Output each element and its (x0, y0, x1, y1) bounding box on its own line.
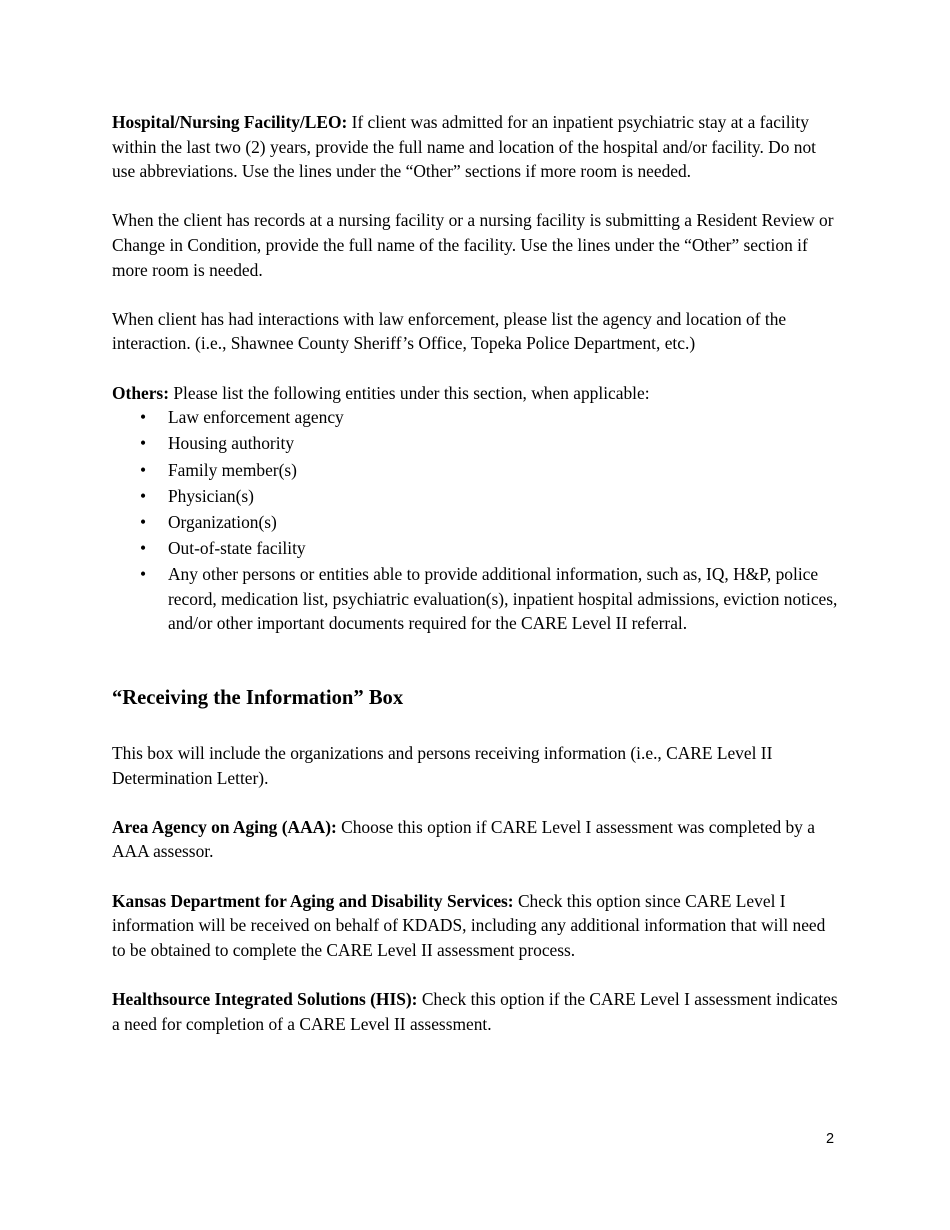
list-item (112, 510, 840, 535)
hospital-paragraph (112, 110, 840, 184)
bullet-icon: • (140, 407, 147, 428)
list-item-text: Housing authority (168, 433, 295, 454)
bullet-icon: • (140, 538, 147, 559)
list-item (112, 458, 840, 483)
aaa-paragraph (112, 815, 840, 864)
list-item (112, 484, 840, 509)
aaa-text: Choose this option if CARE Level I assessment was completed by a AAA assessor. (112, 816, 815, 862)
list-item-text: Family member(s) (168, 459, 297, 480)
law-enforcement-paragraph (112, 307, 840, 356)
others-label: Others: (112, 382, 169, 403)
bullet-icon: • (140, 564, 147, 585)
nursing-facility-paragraph (112, 208, 840, 282)
list-item (112, 536, 840, 561)
bullet-icon: • (140, 433, 147, 454)
receiving-information-heading: “Receiving the Information” Box (112, 687, 404, 710)
hospital-text: If client was admitted for an inpatient psychiatric stay at a facility within the last two (2) years, provide the full name and location of the hospital and/or facility. Do not use abbreviations. Use the lines under the “Other” sections if more room is needed. (112, 112, 816, 182)
list-item (112, 431, 840, 456)
others-paragraph (112, 381, 840, 406)
his-text: Check this option if the CARE Level I assessment indicates a need for completion of a CARE Level II assessment. (112, 988, 838, 1034)
law-enforcement-text: When client has had interactions with law enforcement, please list the agency and location of the interaction. (i.e., Shawnee County Sheriff’s Office, Topeka Police Department, etc.) (112, 308, 787, 354)
receiving-intro-paragraph (112, 741, 840, 790)
list-item (112, 405, 840, 430)
document-page (112, 110, 840, 1061)
kdads-text: Check this option since CARE Level I information will be received on behalf of KDADS, including any additional information that will need to be obtained to complete the CARE Level II assessment process. (112, 890, 826, 960)
others-text: Please list the following entities under this section, when applicable: (169, 382, 650, 403)
aaa-label: Area Agency on Aging (AAA): (112, 816, 337, 837)
list-item-text: Any other persons or entities able to provide additional information, such as, IQ, H&P, police record, medication list, psychiatric evaluation(s), inpatient hospital admissions, eviction notices, and/or other important documents required for the CARE Level II referral. (168, 564, 838, 634)
his-paragraph (112, 987, 840, 1036)
page-number: 2 (826, 1131, 835, 1147)
list-item-text: Out-of-state facility (168, 538, 306, 559)
bullet-icon: • (140, 459, 147, 480)
list-item-text: Organization(s) (168, 511, 277, 532)
list-item (112, 562, 840, 636)
nursing-facility-text: When the client has records at a nursing facility or a nursing facility is submitting a Resident Review or Change in Condition, provide the full name of the facility. Use the lines under the “Other” section if more room is needed. (112, 210, 834, 280)
kdads-label: Kansas Department for Aging and Disability Services: (112, 890, 514, 911)
list-item-text: Law enforcement agency (168, 407, 344, 428)
list-item-text: Physician(s) (168, 485, 254, 506)
bullet-icon: • (140, 485, 147, 506)
his-label: Healthsource Integrated Solutions (HIS): (112, 988, 418, 1009)
bullet-icon: • (140, 511, 147, 532)
hospital-label: Hospital/Nursing Facility/LEO: (112, 112, 348, 132)
kdads-paragraph (112, 889, 840, 963)
others-list (112, 405, 840, 636)
receiving-intro-text: This box will include the organizations and persons receiving information (i.e., CARE Level II Determination Letter). (112, 743, 773, 788)
